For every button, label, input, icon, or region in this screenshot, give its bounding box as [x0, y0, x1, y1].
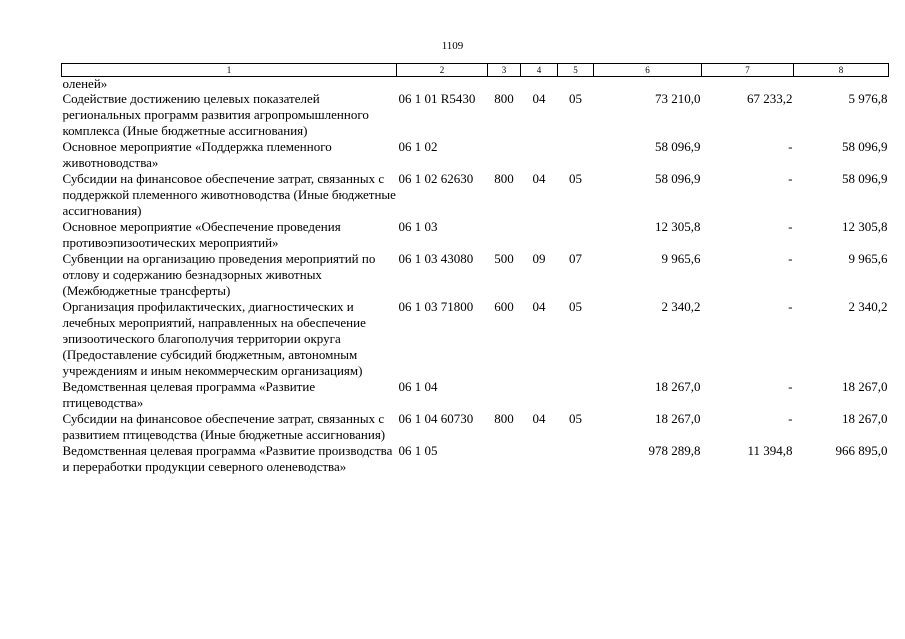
row-name: Ведомственная целевая программа «Развитие птицеводства» — [62, 379, 316, 410]
row-total — [594, 77, 702, 92]
row-regional: 9 965,6 — [848, 251, 888, 266]
row-federal: 11 394,8 — [747, 443, 793, 458]
row-total: 18 267,0 — [655, 379, 701, 394]
row-pr: 07 — [569, 251, 582, 266]
row-code: 06 1 02 — [398, 139, 438, 154]
row-pr — [558, 139, 594, 171]
row-total: 58 096,9 — [655, 139, 701, 154]
column-header-1: 1 — [62, 64, 397, 77]
table-row — [62, 299, 889, 379]
table-row — [62, 91, 889, 139]
table-row — [62, 219, 889, 251]
row-code: 06 1 03 43080 — [398, 251, 474, 266]
row-name: Ведомственная целевая программа «Развитие производства и переработки продукции северного оленеводства» — [62, 443, 393, 474]
row-federal: - — [788, 139, 793, 154]
row-rz — [521, 77, 558, 92]
row-name: Субсидии на финансовое обеспечение затрат, связанных с развитием птицеводства (Иные бюджетные ассигнования) — [62, 411, 386, 442]
row-vr — [488, 379, 521, 411]
row-vr: 800 — [494, 171, 514, 186]
row-rz: 04 — [532, 171, 546, 186]
row-total: 12 305,8 — [655, 219, 701, 234]
row-regional: 58 096,9 — [842, 171, 888, 186]
row-rz — [521, 219, 558, 251]
row-name: оленей» — [62, 76, 108, 91]
row-vr: 500 — [494, 251, 514, 266]
column-header-5: 5 — [558, 64, 594, 77]
budget-table — [61, 63, 889, 475]
row-code: 06 1 03 71800 — [398, 299, 474, 314]
row-total: 9 965,6 — [661, 251, 701, 266]
row-pr — [558, 219, 594, 251]
row-code: 06 1 02 62630 — [398, 171, 474, 186]
row-federal: - — [788, 251, 793, 266]
row-name: Субвенции на организацию проведения мероприятий по отлову и содержанию безнадзорных животных (Межбюджетные трансферты) — [62, 251, 376, 298]
row-pr: 05 — [569, 91, 582, 106]
row-pr: 05 — [569, 171, 582, 186]
row-pr — [558, 443, 594, 475]
row-rz — [521, 443, 558, 475]
row-rz: 04 — [532, 299, 546, 314]
row-regional: 5 976,8 — [848, 91, 888, 106]
row-total: 58 096,9 — [655, 171, 701, 186]
row-regional: 966 895,0 — [835, 443, 888, 458]
row-code: 06 1 01 R5430 — [398, 91, 476, 106]
row-federal: - — [788, 299, 793, 314]
row-federal: - — [788, 379, 793, 394]
row-regional — [794, 77, 889, 92]
row-total: 978 289,8 — [648, 443, 701, 458]
row-name: Организация профилактических, диагностических и лечебных мероприятий, направленных на обеспечение эпизоотического благополучия территории округа (Предоставление субсидий бюджетным, автономным учреждениям и иным некоммерческим организациям) — [62, 299, 366, 378]
column-header-4: 4 — [521, 64, 558, 77]
column-header-6: 6 — [594, 64, 702, 77]
table-row — [62, 411, 889, 443]
table-row — [62, 379, 889, 411]
column-header-7: 7 — [702, 64, 794, 77]
row-rz — [521, 139, 558, 171]
row-code: 06 1 04 — [398, 379, 438, 394]
row-code — [397, 77, 488, 92]
row-regional: 18 267,0 — [842, 379, 888, 394]
row-pr — [558, 379, 594, 411]
row-code: 06 1 05 — [398, 443, 438, 458]
table-row — [62, 139, 889, 171]
row-rz: 04 — [532, 411, 546, 426]
row-vr — [488, 219, 521, 251]
row-name: Субсидии на финансовое обеспечение затрат, связанных с поддержкой племенного животноводства (Иные бюджетные ассигнования) — [62, 171, 396, 218]
row-federal: - — [788, 171, 793, 186]
row-name: Основное мероприятие «Обеспечение проведения противоэпизоотических мероприятий» — [62, 219, 341, 250]
row-federal: 67 233,2 — [747, 91, 793, 106]
row-federal: - — [788, 219, 793, 234]
row-regional: 18 267,0 — [842, 411, 888, 426]
column-header-8: 8 — [794, 64, 889, 77]
table-row — [62, 251, 889, 299]
row-federal: - — [788, 411, 793, 426]
table-header-row — [62, 64, 889, 77]
row-total: 73 210,0 — [655, 91, 701, 106]
row-name: Основное мероприятие «Поддержка племенного животноводства» — [62, 139, 332, 170]
column-header-3: 3 — [488, 64, 521, 77]
row-vr: 800 — [494, 91, 514, 106]
row-regional: 58 096,9 — [842, 139, 888, 154]
page-number: 1109 — [441, 40, 464, 52]
row-vr — [488, 77, 521, 92]
row-code: 06 1 03 — [398, 219, 438, 234]
row-rz — [521, 379, 558, 411]
row-regional: 12 305,8 — [842, 219, 888, 234]
row-code: 06 1 04 60730 — [398, 411, 474, 426]
row-vr — [488, 443, 521, 475]
row-federal — [702, 77, 794, 92]
row-name: Содействие достижению целевых показателей региональных программ развития агропромышленного комплекса (Иные бюджетные ассигнования) — [62, 91, 369, 138]
row-vr: 800 — [494, 411, 514, 426]
table-row — [62, 443, 889, 475]
row-vr — [488, 139, 521, 171]
row-regional: 2 340,2 — [848, 299, 888, 314]
row-pr: 05 — [569, 411, 582, 426]
column-header-2: 2 — [397, 64, 488, 77]
row-pr — [558, 77, 594, 92]
table-row — [62, 171, 889, 219]
row-total: 2 340,2 — [661, 299, 701, 314]
row-rz: 09 — [532, 251, 546, 266]
row-pr: 05 — [569, 299, 582, 314]
table-row — [62, 77, 889, 92]
row-total: 18 267,0 — [655, 411, 701, 426]
row-rz: 04 — [532, 91, 546, 106]
row-vr: 600 — [494, 299, 514, 314]
